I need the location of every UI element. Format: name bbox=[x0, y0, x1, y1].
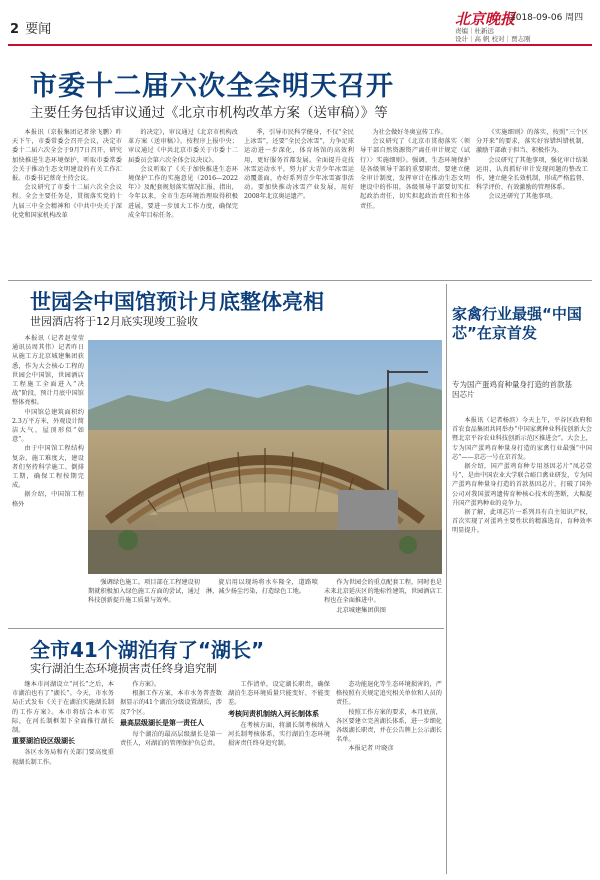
lakes-column bbox=[336, 680, 442, 875]
lakes-subheading: 重要湖泊设区级湖长 bbox=[12, 737, 75, 746]
section-divider bbox=[8, 628, 444, 629]
museum-paragraph: 由于中国馆工程结构复杂，施工难度大，建设者们坚持科学施工、倒排工期，确保工程按期完成。 bbox=[12, 445, 84, 490]
lead-paragraph: 《实施细则》的落实，按照“三个区分开来”的要求，落实好容错纠错机制，激励干部敢于担当、积极作为。 bbox=[476, 129, 588, 155]
lead-headline: 市委十二届六次全会明天召开 bbox=[30, 71, 394, 102]
section-divider bbox=[8, 280, 592, 281]
lead-paragraph: 的决定》，审议通过《北京市机构改革方案（送审稿）》，按程序上报中央；审议通过《中共北京市委关于市委十二届委员会第六次全体会议决议》。 bbox=[128, 129, 238, 164]
museum-paragraph: 据介绍，中国馆工程格外 bbox=[12, 491, 84, 508]
lakes-paragraph: 按照工作方案的要求，本月底前，各区要建立完善湖长体系，进一步细化各级湖长职责，并在公告牌上公示湖长名单。 bbox=[336, 708, 442, 744]
side-paragraph: 据了解，此项芯片一系列具有自主知识产权，首次实现了对蛋鸡主要性状的精准选育，育种效率明显提升。 bbox=[452, 509, 592, 535]
museum-paragraph: 作为世园会的重点配套工程，同时也是未来北京延庆区的地标性建筑，世园酒店工程也在全面推进中。 bbox=[324, 579, 442, 605]
lakes-paragraph: 在考核方面，将湖长制考核纳入河长制考核体系，实行湖泊生态环境损害责任终身追究制。 bbox=[228, 721, 330, 748]
lakes-paragraph: 继本市河湖设立“河长”之后，本市湖泊也有了“湖长”。今天，市水务局正式发布《关于在湖泊实施湖长制的工作方案》。本市将结合本市实际，在河长制框架下全面推行湖长制。 bbox=[12, 681, 114, 735]
museum-column bbox=[88, 578, 200, 624]
lead-paragraph: 会议研究了其他事项，强化审计结果运用，认真抓好审计发现问题的整改工作，建立健全长效机制，形成严格监督、科学评价、有效激励的管理体系。 bbox=[476, 156, 588, 192]
editorial-staff bbox=[455, 27, 531, 43]
lakes-column bbox=[228, 680, 330, 875]
museum-column bbox=[206, 578, 318, 624]
lakes-subheading: 最高层级湖长是第一责任人 bbox=[120, 718, 204, 727]
newspaper-logo: 北京晚报 bbox=[455, 10, 516, 28]
museum-paragraph: 北京城建集团供图 bbox=[336, 606, 386, 614]
side-column bbox=[452, 416, 592, 876]
column-divider bbox=[446, 284, 447, 874]
lakes-column bbox=[120, 680, 222, 875]
lakes-paragraph: 各区水务局和有关部门要高度重视湖长制工作。 bbox=[12, 749, 114, 766]
lakes-paragraph: 根据工作方案，本市水务普查数据显示的41个湖泊分级设置湖长，涉及7个区。 bbox=[120, 690, 222, 716]
issue-date: 2018-09-06 周四 bbox=[510, 13, 584, 23]
lakes-paragraph: 每个湖泊的最高层级湖长是第一责任人，对湖泊的管理保护负总责。 bbox=[120, 731, 222, 748]
museum-paragraph: 强调绿色施工。项目部在工程建设初期就积极加入绿色施工方面的尝试，通过科技创新提升施工质量与效率。 bbox=[88, 579, 200, 605]
lead-paragraph: 季，引导市民科学健身，不仅“全民上冰雪”，还要“全民会冰雪”，力争足球运动进一步深化，体育场馆的高效利用，更好服务首都发展。全面提升竞技冰雪运动水平，努力扩大青少年冰雪运动覆盖面，办好系列青少年冰雪赛事活动。要加快推动冰雪产业发展，用好2008年北京奥运遗产。 bbox=[244, 129, 354, 201]
lakes-paragraph: 本报记者 叶晓彦 bbox=[348, 745, 394, 753]
museum-headline: 世园会中国馆预计月底整体亮相 bbox=[30, 290, 324, 314]
lakes-column bbox=[12, 680, 114, 875]
china-pavilion-photo bbox=[88, 340, 442, 574]
lead-paragraph: 会议听取了《关于加快推进生态环境保护工作的实施意见（2016—2022年）》及配套规划落实情况汇报，指出，今年以来，全市生态环境治理取得积极进展，要进一步加大工作力度，确保完成全年目标任务。 bbox=[128, 165, 238, 219]
masthead bbox=[0, 0, 600, 46]
section-name: 要闻 bbox=[25, 22, 52, 37]
lakes-paragraph: 工作清单，设定湖长职责，确保湖泊生态环境质量只能变好、不能变差。 bbox=[228, 681, 330, 707]
pavilion-illustration bbox=[88, 340, 442, 574]
museum-paragraph: 旋启用以现场将水车隆全，道路喷淋，减少扬尘污染，打造绿色工地。 bbox=[206, 579, 318, 596]
lakes-paragraph: 态功能退化等生态环境损害的，严格按照有关规定追究相关单位和人员的责任。 bbox=[336, 681, 442, 707]
page-label bbox=[10, 18, 51, 37]
lead-paragraph: 会议研究了《北京市贯彻落实〈领导干部自然资源资产离任审计规定（试行）〉实施细则》。强调，生态环境保护是各级领导干部的重要职责，要建立健全审计制度，发挥审计在推动生态文明建设中的作用，各级领导干部要切实扛起政治责任，切实担起政治责任和主体责任。 bbox=[360, 138, 470, 210]
lead-column bbox=[360, 128, 470, 278]
museum-subhead: 世园酒店将于12月底实现竣工验收 bbox=[30, 315, 198, 328]
lakes-subhead: 实行湖泊生态环境损害责任终身追究制 bbox=[30, 662, 217, 675]
lead-paragraph: 为社会做好冬奥宣传工作。 bbox=[372, 129, 447, 136]
lakes-headline: 全市41个湖泊有了“湖长” bbox=[30, 638, 265, 662]
museum-column bbox=[12, 334, 84, 624]
page-number: 2 bbox=[10, 22, 20, 37]
masthead-rule bbox=[8, 44, 592, 46]
staff-line: 设计｜高 帆 校对｜贾志刚 bbox=[455, 35, 531, 43]
museum-paragraph: 本报讯（记者赵莹莹 通讯员周其伟）记者昨日从施工方北京城建集团获悉，作为大会核心工程的世园会中国馆，世园酒店工程施工全面进入“决战”阶段，预计月底中国馆整体亮相。 bbox=[12, 335, 84, 407]
lead-column bbox=[244, 128, 354, 278]
side-headline: 家禽行业最强“中国芯”在京首发 bbox=[452, 305, 582, 342]
side-paragraph: 据介绍，国产蛋鸡育种专用基因芯片“凤芯壹号”，是由中国农业大学联合峪口禽业研发，专为国产蛋鸡育种量身打造的首款基因芯片，打破了国外公司对我国蛋鸡遗传育种核心技术的垄断，大幅提升国产蛋鸡种业的竞争力。 bbox=[452, 463, 592, 507]
lead-paragraph: 会议研究了市委十二届六次全会议程。全会主要任务是，贯彻落实党的十九届三中全会精神和《中共中央关于深化党和国家机构改革 bbox=[12, 184, 122, 219]
lead-paragraph: 本报讯（京报集团记者徐飞鹏）昨天下午，市委常委会召开会议，决定市委十二届六次全会于9月7日召开，研究加快推进生态环境保护，听取市委常委会关于推动生态文明建设的有关工作汇报。市委书记蔡奇主持会议。 bbox=[12, 129, 122, 183]
museum-paragraph: 中国馆总建筑面积约2.3万平方米，外观设计简洁大气，屋顶形似“如意”。 bbox=[12, 408, 84, 444]
lead-column bbox=[128, 128, 238, 278]
lead-column bbox=[12, 128, 122, 278]
lead-paragraph: 会议还研究了其他事项。 bbox=[488, 193, 557, 201]
lakes-subheading: 考核问责机制纳入河长制体系 bbox=[228, 709, 319, 718]
lead-subhead: 主要任务包括审议通过《北京市机构改革方案（送审稿）》等 bbox=[30, 105, 388, 121]
staff-line: 责编｜杜新远 bbox=[455, 27, 494, 35]
lakes-paragraph: 作方案》。 bbox=[132, 681, 161, 688]
side-subhead: 专为国产蛋鸡育种量身打造的首款基因芯片 bbox=[452, 380, 572, 399]
museum-column bbox=[324, 578, 442, 624]
lead-column bbox=[476, 128, 588, 278]
side-paragraph: 本报讯（记者杨滨）今天上午，平谷区政府和首农食品集团共同举办“中国家禽种业科技创新大会暨北京平谷农业科技创新示范区推进会”。大会上，专为国产蛋鸡育种量身打造的家禽行业最强“中国芯”——京芯一号在京首发。 bbox=[452, 417, 592, 461]
